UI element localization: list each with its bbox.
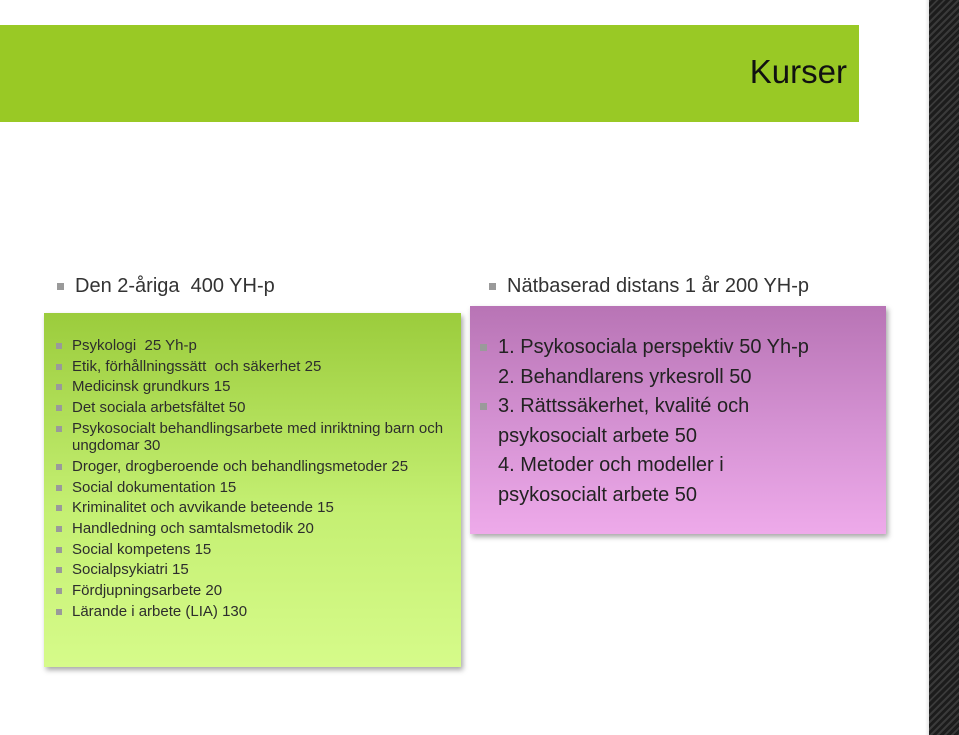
list-item: Lärande i arbete (LIA) 130 bbox=[56, 603, 451, 621]
bullet-square-icon bbox=[57, 283, 64, 290]
list-item-continuation: psykosocialt arbete 50 bbox=[498, 424, 698, 447]
list-item: Psykologi 25 Yh-p bbox=[56, 337, 451, 355]
list-item: Kriminalitet och avvikande beteende 15 bbox=[56, 499, 451, 517]
bullet-square-icon bbox=[56, 405, 62, 411]
title-bar bbox=[0, 25, 859, 122]
bullet-square-icon bbox=[56, 485, 62, 491]
list-item: Etik, förhållningssätt och säkerhet 25 bbox=[56, 358, 451, 376]
list-item: Handledning och samtalsmetodik 20 bbox=[56, 520, 451, 538]
list-item: Droger, drogberoende och behandlingsmetoder 25 bbox=[56, 458, 451, 476]
bullet-square-icon bbox=[56, 567, 62, 573]
bullet-square-icon bbox=[56, 547, 62, 553]
list-item: 3. Rättssäkerhet, kvalité och bbox=[480, 392, 876, 422]
left-heading-text: Den 2-åriga 400 YH-p bbox=[75, 275, 275, 297]
course-list bbox=[56, 337, 451, 620]
slide-frame-border bbox=[929, 0, 959, 735]
list-item: 2. Behandlarens yrkesroll 50 bbox=[498, 365, 752, 388]
bullet-square-icon bbox=[480, 344, 487, 351]
bullet-square-icon bbox=[56, 426, 62, 432]
list-item: Social dokumentation 15 bbox=[56, 479, 451, 497]
list-item: Socialpsykiatri 15 bbox=[56, 561, 451, 579]
right-heading-text: Nätbaserad distans 1 år 200 YH-p bbox=[507, 275, 810, 297]
bullet-square-icon bbox=[56, 609, 62, 615]
list-item: Det sociala arbetsfältet 50 bbox=[56, 399, 451, 417]
course-list-box bbox=[44, 313, 461, 667]
list-item: 1. Psykosociala perspektiv 50 Yh-p bbox=[480, 333, 876, 363]
list-item: Psykosocialt behandlingsarbete med inriktning barn och ungdomar 30 bbox=[56, 420, 451, 455]
bullet-square-icon bbox=[56, 505, 62, 511]
distance-course-box bbox=[470, 306, 886, 534]
list-item: 4. Metoder och modeller i bbox=[498, 454, 724, 476]
list-item: Fördjupningsarbete 20 bbox=[56, 582, 451, 600]
right-column-heading bbox=[489, 275, 809, 298]
bullet-square-icon bbox=[56, 588, 62, 594]
bullet-square-icon bbox=[489, 283, 496, 290]
left-column-heading bbox=[57, 275, 275, 298]
bullet-square-icon bbox=[56, 464, 62, 470]
bullet-square-icon bbox=[480, 403, 487, 410]
bullet-square-icon bbox=[56, 384, 62, 390]
list-item: Social kompetens 15 bbox=[56, 541, 451, 559]
list-item: Medicinsk grundkurs 15 bbox=[56, 378, 451, 396]
bullet-square-icon bbox=[56, 343, 62, 349]
slide-title: Kurser bbox=[749, 53, 847, 90]
bullet-square-icon bbox=[56, 526, 62, 532]
bullet-square-icon bbox=[56, 364, 62, 370]
list-item-continuation: psykosocialt arbete 50 bbox=[498, 483, 698, 506]
